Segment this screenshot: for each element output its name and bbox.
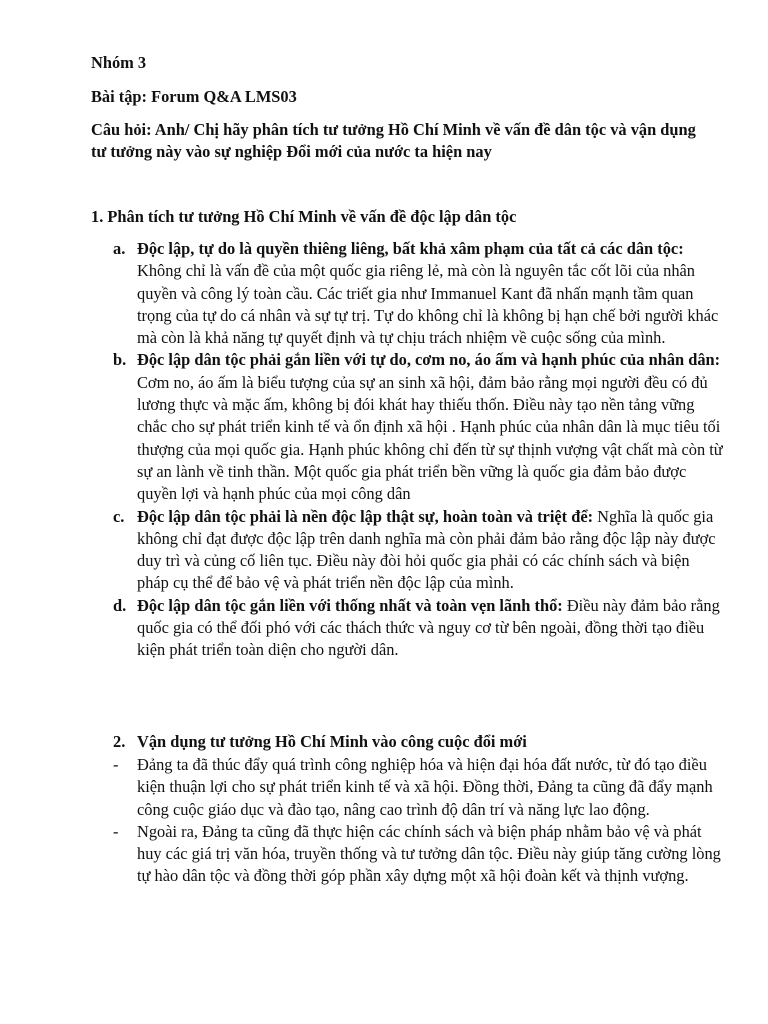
section-2-title: Vận dụng tư tưởng Hồ Chí Minh vào công cuộc đổi mới xyxy=(137,732,527,751)
list-item-heading: Độc lập dân tộc gắn liền với thống nhất và toàn vẹn lãnh thổ: xyxy=(137,595,563,615)
dash-marker: - xyxy=(113,755,119,774)
list-item-text: Điều này đảm bảo rằng quốc gia có thể đối phó với các thách thức và nguy cơ từ bên ngoài, đồng thời tạo điều kiện phát triển toàn diện cho người dân. xyxy=(137,595,720,660)
list-item-d xyxy=(113,595,725,662)
dash-marker: - xyxy=(113,821,119,841)
list-item-text: Không chỉ là vấn đề của một quốc gia riêng lẻ, mà còn là nguyên tắc cốt lõi của nhân quyền và công lý toàn cầu. Các triết gia như Immanuel Kant đã nhấn mạnh tầm quan trọng của tự do cá nhân và sự tự trị. Tự do không chỉ là không bị hạn chế bởi người khác mà còn là khả năng tự quyết định và tự chịu trách nhiệm về cuộc sống của mình. xyxy=(137,261,719,348)
list-item-a xyxy=(113,238,725,349)
list-item-text: Cơm no, áo ấm là biểu tượng của sự an sinh xã hội, đảm bảo rằng mọi người đều có đủ lương thực và mặc ấm, không bị đói khát hay thiếu thốn. Điều này tạo nền tảng vững chắc cho sự phát triển kinh tế và ổn định xã hội . Hạnh phúc của nhân dân là mục tiêu tối thượng của mọi quốc gia. Hạnh phúc không chỉ đến từ sự thịnh vượng vật chất mà còn từ sự an lành về tinh thần. Một quốc gia phát triển bền vững là quốc gia đảm bảo được quyền lợi và hạnh phúc của mọi công dân xyxy=(137,372,723,504)
list-item-text: Ngoài ra, Đảng ta cũng đã thực hiện các chính sách và biện pháp nhằm bảo vệ và phát huy các giá trị văn hóa, truyền thống và tư tưởng dân tộc. Điều này giúp tăng cường lòng tự hào dân tộc và đồng thời góp phần xây dựng một xã hội đoàn kết và thịnh vượng. xyxy=(137,821,721,886)
question-text: Câu hỏi: Anh/ Chị hãy phân tích tư tưởng Hồ Chí Minh về vấn đề dân tộc và vận dụng tư tưởng này vào sự nghiệp Đổi mới của nước ta hiện nay xyxy=(91,120,696,162)
section-2-list xyxy=(113,754,725,888)
list-item-b xyxy=(113,349,725,505)
list-item-text: Đảng ta đã thúc đẩy quá trình công nghiệp hóa và hiện đại hóa đất nước, từ đó tạo điều kiện thuận lợi cho sự phát triển kinh tế và xã hội. Đồng thời, Đảng ta cũng đã đẩy mạnh công cuộc giáo dục và đào tạo, nâng cao trình độ dân trí và năng lực lao động. xyxy=(137,755,713,819)
section-1-title: 1. Phân tích tư tưởng Hồ Chí Minh về vấn đề độc lập dân tộc xyxy=(91,207,517,226)
list-item-c xyxy=(113,506,725,595)
section-2-number: 2. xyxy=(113,732,126,751)
list-item xyxy=(113,754,725,821)
assignment-title: Bài tập: Forum Q&A LMS03 xyxy=(91,87,297,106)
section-1-list xyxy=(113,238,725,662)
list-item-heading: Độc lập dân tộc phải gắn liền với tự do, cơm no, áo ấm và hạnh phúc của nhân dân: xyxy=(137,350,721,370)
list-item-text: Nghĩa là quốc gia không chỉ đạt được độc lập trên danh nghĩa mà còn phải đảm bảo rằng độc lập này được duy trì và củng cố liên tục. Điều này đòi hỏi quốc gia phải có các chính sách và biện pháp cụ thể để bảo vệ và phát triển nền độc lập của mình. xyxy=(137,506,716,593)
list-marker: b. xyxy=(113,350,127,370)
list-item xyxy=(113,821,725,888)
list-marker: a. xyxy=(113,239,126,258)
list-item-heading: Độc lập dân tộc phải là nền độc lập thật sự, hoàn toàn và triệt để: xyxy=(137,506,594,526)
list-marker: d. xyxy=(113,595,127,615)
group-label: Nhóm 3 xyxy=(91,53,147,72)
list-marker: c. xyxy=(113,506,125,526)
list-item-heading: Độc lập, tự do là quyền thiêng liêng, bất khả xâm phạm của tất cả các dân tộc: xyxy=(137,239,684,258)
